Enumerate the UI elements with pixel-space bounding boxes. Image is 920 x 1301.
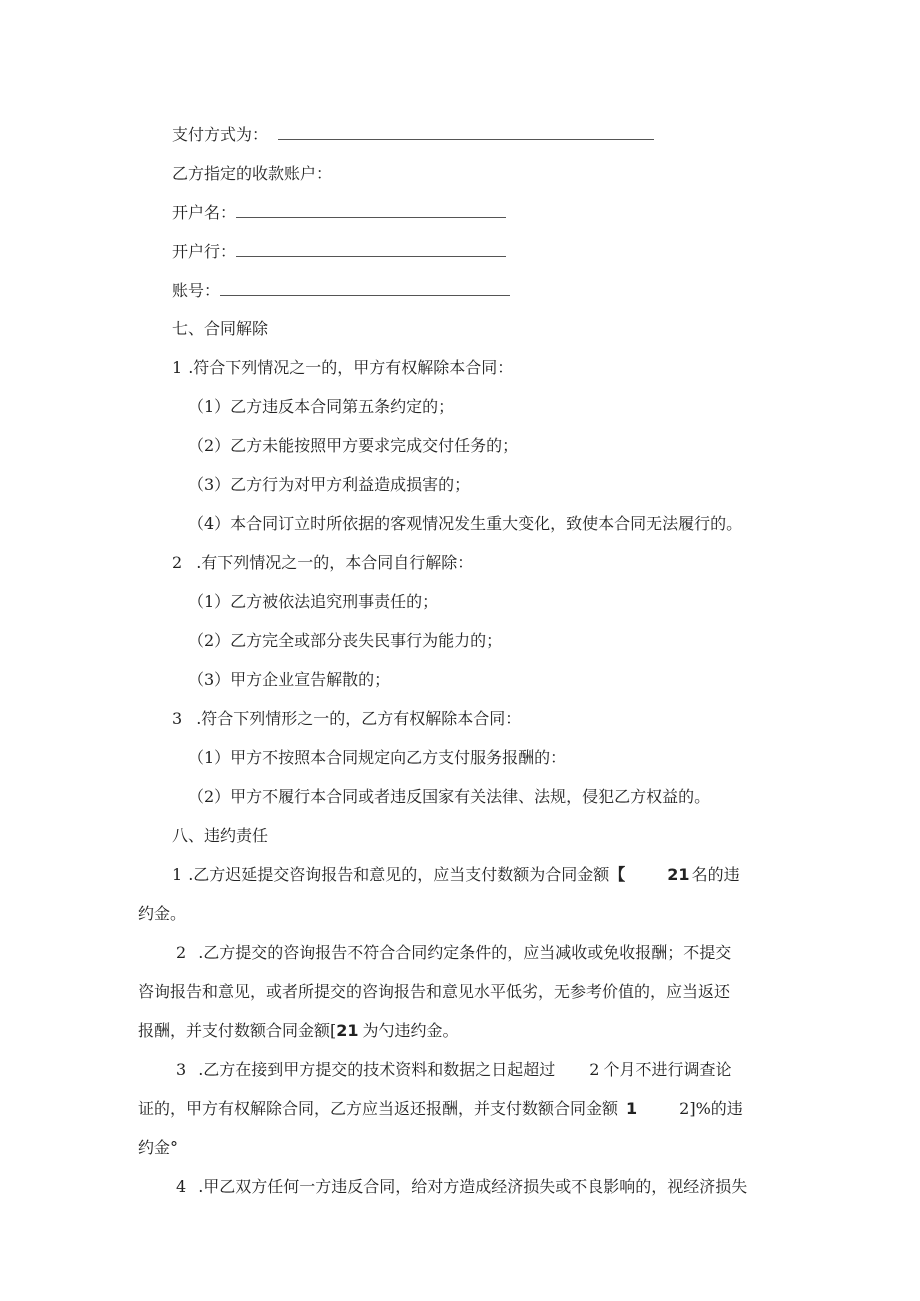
section8-item4-num: 4 [176,1177,187,1196]
account-name-blank [236,203,506,218]
section8-item2-value: 21 [336,1021,359,1040]
section8-item2-line3-a: 报酬，并支付数额合同金额[ [138,1021,337,1040]
section8-item2-line2: 咨询报告和意见，或者所提交的咨询报告和意见水平低劣，无参考价值的，应当返还 [138,982,731,1001]
payment-method-label: 支付方式为： [172,125,269,144]
account-no-line [172,280,510,302]
section8-item2-num: 2 [176,943,187,962]
bank-line [172,241,506,263]
section7-item2-sub2: （2）乙方完全或部分丧失民事行为能力的； [188,631,503,650]
section7-item3-sub1: （1）甲方不按照本合同规定向乙方支付服务报酬的： [188,748,567,767]
section7-item1-num: 1 [172,358,183,377]
section7-item3 [172,708,521,730]
section8-item2-line1-text: .乙方提交的咨询报告不符合合同约定条件的，应当减收或免收报酬；不提交 [198,943,732,962]
account-intro: 乙方指定的收款账户： [172,164,333,183]
bank-blank [236,242,506,257]
section8-item3-months: 2 [589,1060,600,1079]
section8-item2-line3-b: 为勺违约金。 [362,1021,459,1040]
section8-item3-line1-a: .乙方在接到甲方提交的技术资料和数据之日起超过 [198,1060,556,1079]
section8-heading: 八、违约责任 [172,826,269,845]
section8-item1-num: 1 [172,865,183,884]
section8-item2-line3 [138,1020,459,1042]
section7-item2-num: 2 [172,553,183,572]
section7-item2-sub1: （1）乙方被依法追究刑事责任的； [188,592,439,611]
account-no-blank [220,281,510,296]
section7-item2 [172,552,473,574]
section8-item1-cont: 约金。 [138,904,187,923]
section7-item1-sub4: （4）本合同订立时所依据的客观情况发生重大变化，致使本合同无法履行的。 [188,514,743,533]
section7-item1-sub1: （1）乙方违反本合同第五条约定的； [188,397,455,416]
account-name-line [172,202,506,224]
section7-item3-text: .符合下列情形之一的，乙方有权解除本合同： [196,709,522,728]
section7-item2-text: .有下列情况之一的，本合同自行解除： [196,553,474,572]
section8-item3-line2-a: 证的，甲方有权解除合同，乙方应当返还报酬，并支付数额合同金额 [138,1099,619,1118]
account-name-label: 开户名： [172,203,237,222]
bank-label: 开户行： [172,242,237,261]
section8-item3-value-b: 2]%的违 [679,1099,743,1118]
account-no-label: 账号： [172,281,221,300]
section7-item1-sub3: （3）乙方行为对甲方利益造成损害的； [188,475,471,494]
section7-item3-num: 3 [172,709,183,728]
section8-item3-cont: 约金° [138,1138,179,1157]
section8-item4-line1 [176,1176,747,1198]
section7-item2-sub3: （3）甲方企业宣告解散的； [188,670,391,689]
section8-item1-value: 21 [667,865,690,884]
section8-item1-text-b: 名的违 [691,865,740,884]
payment-method-line [172,124,654,146]
section7-item1-sub2: （2）乙方未能按照甲方要求完成交付任务的； [188,436,519,455]
section8-item1-text-a: .乙方迟延提交咨询报告和意见的，应当支付数额为合同金额 [188,865,610,884]
payment-method-blank [278,125,654,140]
section8-item3-value-a: 1 [626,1099,638,1118]
section7-item1 [172,357,513,379]
section8-item3-num: 3 [176,1060,187,1079]
section7-heading: 七、合同解除 [172,319,269,338]
section8-item1-line1 [172,864,740,886]
section8-item3-line2 [138,1098,743,1120]
section7-item3-sub2: （2）甲方不履行本合同或者违反国家有关法律、法规，侵犯乙方权益的。 [188,787,711,806]
section8-item1-bracket: 【 [609,865,626,884]
section8-item2-line1 [176,942,731,964]
section8-item3-line1 [176,1059,731,1081]
section8-item4-text: .甲乙双方任何一方违反合同，给对方造成经济损失或不良影响的，视经济损失 [198,1177,748,1196]
section7-item1-text: .符合下列情况之一的，甲方有权解除本合同： [188,358,514,377]
section8-item3-line1-b: 个月不进行调查论 [603,1060,732,1079]
